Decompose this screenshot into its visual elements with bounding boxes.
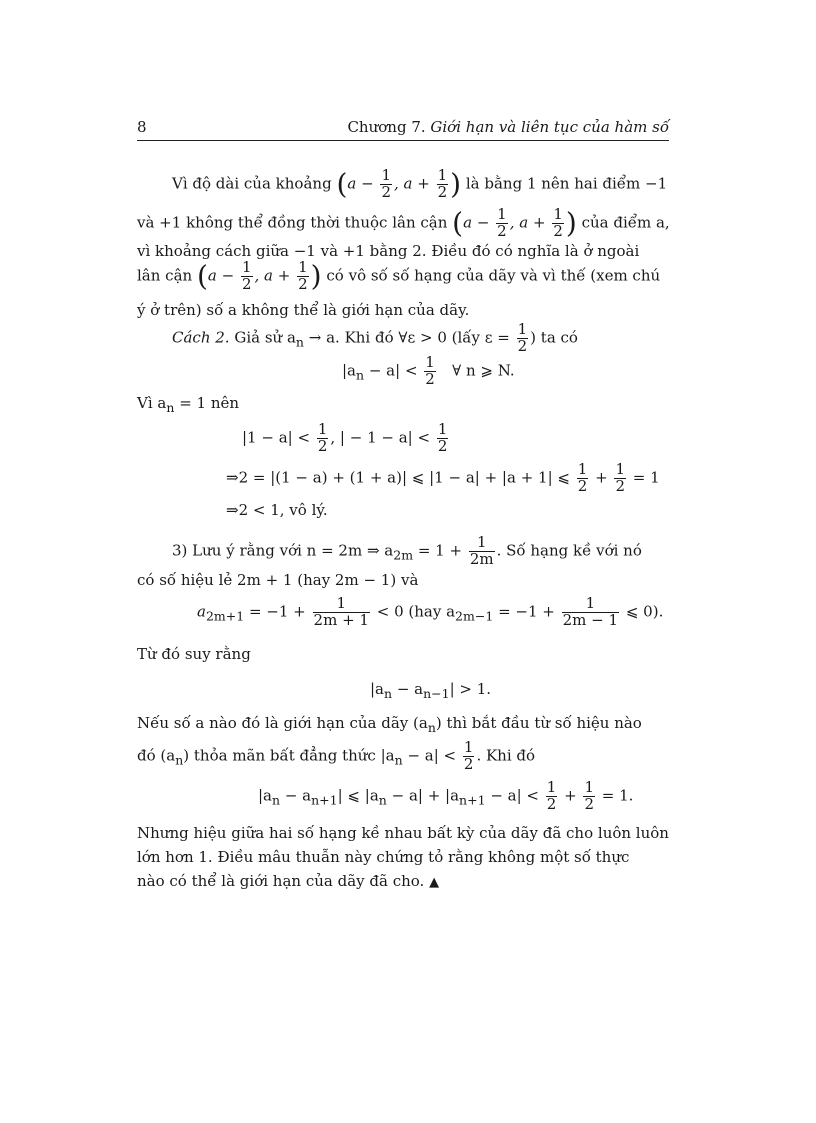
- p3-line4: Nếu số a nào đó là giới hạn của dãy $(a_n)$ thì bắt đầu từ số hiệu nào: [137, 714, 642, 735]
- p3-line5: đó $(a_n)$ thỏa mãn bất đẳng thức $|a_n - a|$ < $\frac{1}{2}$ . Khi đó: [137, 738, 536, 773]
- p3-line2: có số hiệu lẻ 2m + 1 (hay 2m − 1) và: [137, 571, 419, 589]
- p1-line4: lân cận (a − $\frac{1}{2}$ , a + $\frac{1}{2}$ ) có vô số số hạng của dãy và vì thế (xem chú: [137, 258, 661, 293]
- header-rule: [137, 140, 669, 141]
- p3-equation3: $|a_n - a_{n+1}|$ ⩽ $|a_n - a| + |a_{n+1} - a|$ < $\frac{1}{2}$ + $\frac{1}{2}$ = 1.: [258, 778, 634, 813]
- p1-line3: vì khoảng cách giữa −1 và +1 bằng 2. Điều đó có nghĩa là ở ngoài: [137, 242, 640, 260]
- p1-line1: Vì độ dài của khoảng (a − $\frac{1}{2}$ , a + $\frac{1}{2}$ ) là bằng 1 nên hai điểm −1: [172, 166, 668, 201]
- running-header: [347, 120, 669, 135]
- p1-line5: ý ở trên) số a không thể là giới hạn của dãy.: [137, 301, 470, 319]
- chapter-title: Giới hạn và liên tục của hàm số: [430, 118, 669, 136]
- p3-line7: lớn hơn 1. Điều mâu thuẫn này chứng tỏ rằng không một số thực: [137, 848, 630, 866]
- chapter-label: Chương 7.: [347, 118, 426, 136]
- ineq-line2: ⇒2 = |(1 − a) + (1 + a)| ⩽ |1 − a| + |a + 1| ⩽ $\frac{1}{2}$ + $\frac{1}{2}$ = 1: [226, 460, 660, 495]
- cach2-equation: $|a_n - a|$ < $\frac{1}{2}$ ∀ n ⩾ N.: [342, 353, 515, 388]
- p3-line6: Nhưng hiệu giữa hai số hạng kề nhau bất kỳ của dãy đã cho luôn luôn: [137, 824, 669, 842]
- ineq-line1: |1 − a| < $\frac{1}{2}$ , | − 1 − a| < $\frac{1}{2}$: [242, 420, 448, 455]
- p3-line1: 3) Lưu ý rằng với n = 2m ⇒ $a_{2m} = 1$ + $\frac{1}{2m}$ . Số hạng kề với nó: [172, 533, 642, 568]
- p3-equation2: $|a_n - a_{n-1}| > 1$.: [370, 680, 492, 701]
- qed-triangle-icon: ▲: [429, 875, 440, 890]
- cach2-line: Cách 2. Giả sử $a_n \to a$. Khi đó ∀ε > 0 (lấy ε = $\frac{1}{2}$ ) ta có: [172, 320, 578, 355]
- p3-line8: nào có thể là giới hạn của dãy đã cho. ▲: [137, 872, 440, 890]
- p3-line3: Từ đó suy rằng: [137, 645, 251, 663]
- p3-equation1: $a_{2m+1} = -1$ + $\frac{1}{2m + 1}$ < 0 (hay $a_{2m-1} = -1$ + $\frac{1}{2m - 1}$ ⩽ 0).: [197, 594, 664, 629]
- page-number: 8: [137, 118, 147, 136]
- vi-line: Vì $a_n = 1$ nên: [137, 394, 240, 415]
- ineq-line3: ⇒2 < 1, vô lý.: [226, 501, 328, 519]
- p1-line2: và +1 không thể đồng thời thuộc lân cận (a − $\frac{1}{2}$ , a + $\frac{1}{2}$ ) của điểm a,: [137, 205, 670, 240]
